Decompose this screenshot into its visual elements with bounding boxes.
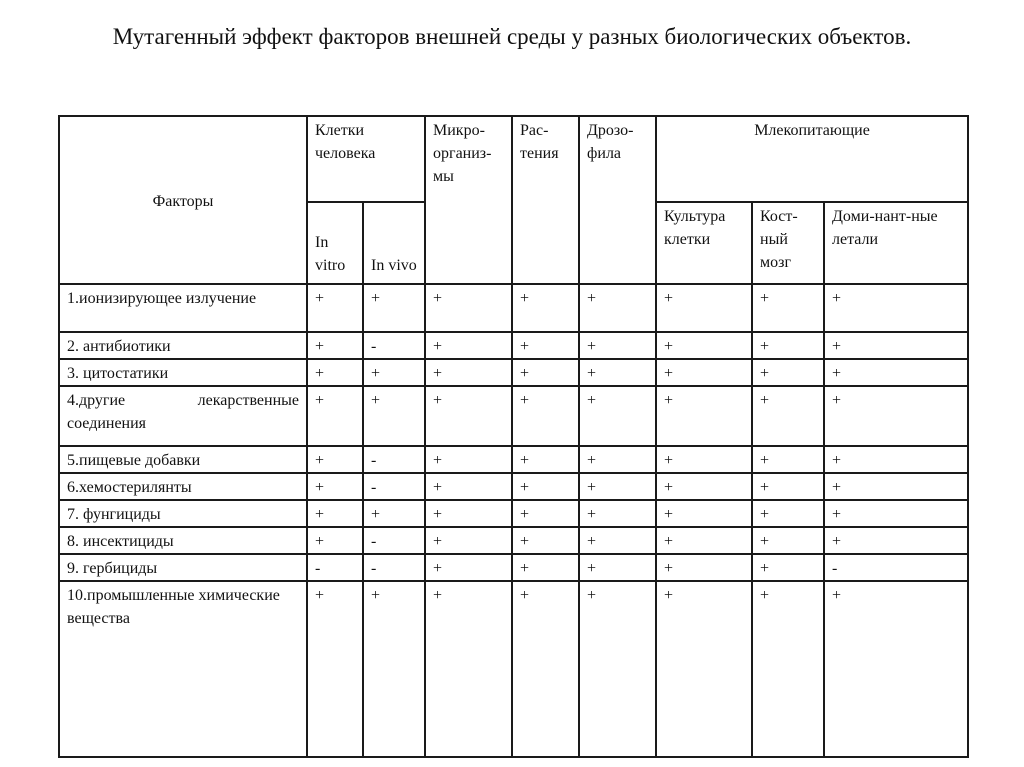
effect-cell: + (656, 284, 752, 332)
effect-cell: + (579, 332, 656, 359)
factor-cell: 2. антибиотики (59, 332, 307, 359)
effect-cell: + (752, 554, 824, 581)
effect-cell: + (824, 386, 968, 446)
effect-cell: + (307, 500, 363, 527)
effect-cell: + (579, 446, 656, 473)
header-in-vitro (307, 202, 363, 284)
effect-cell: + (579, 500, 656, 527)
effect-cell: + (363, 386, 425, 446)
effect-cell: + (512, 446, 579, 473)
effect-cell: - (363, 446, 425, 473)
header-factors: Факторы (59, 116, 307, 284)
header-human-cells: Клетки человека (307, 116, 425, 202)
effect-cell: + (656, 473, 752, 500)
effect-cell: + (425, 359, 512, 386)
effect-cell: + (363, 359, 425, 386)
effect-cell: + (656, 581, 752, 757)
effect-cell: + (824, 332, 968, 359)
header-bone-marrow: Кост-ный мозг (752, 202, 824, 284)
effect-cell: + (824, 500, 968, 527)
table-row (59, 359, 968, 386)
effect-cell: + (752, 581, 824, 757)
header-in-vivo (363, 202, 425, 284)
effect-cell: + (425, 581, 512, 757)
header-cell-culture: Культура клетки (656, 202, 752, 284)
table-row (59, 554, 968, 581)
effect-cell: + (824, 284, 968, 332)
effect-cell: + (425, 554, 512, 581)
header-mammals: Млекопитающие (656, 116, 968, 202)
effect-cell: + (363, 500, 425, 527)
effect-cell: + (512, 554, 579, 581)
effect-cell: - (363, 527, 425, 554)
effect-cell: + (307, 446, 363, 473)
effect-cell: + (307, 581, 363, 757)
effect-cell: + (512, 581, 579, 757)
effect-cell: + (425, 500, 512, 527)
effect-cell: + (752, 284, 824, 332)
table-row (59, 527, 968, 554)
effect-cell: + (363, 284, 425, 332)
effect-cell: + (512, 500, 579, 527)
effect-cell: - (363, 332, 425, 359)
effect-cell: + (579, 527, 656, 554)
effect-cell: + (425, 332, 512, 359)
effect-cell: + (824, 446, 968, 473)
effect-cell: + (425, 527, 512, 554)
effect-cell: + (752, 527, 824, 554)
factor-cell: 1.ионизирующее излучение (59, 284, 307, 332)
table-row (59, 284, 968, 332)
header-plants: Рас-тения (512, 116, 579, 284)
page-title: Мутагенный эффект факторов внешней среды у разных биологических объектов. (112, 24, 912, 49)
factor-cell: 4.другие лекарственные соединения (59, 386, 307, 446)
effect-cell: + (512, 386, 579, 446)
header-in-vitro-text: In vitro (315, 234, 346, 274)
effect-cell: + (307, 527, 363, 554)
effect-cell: + (656, 446, 752, 473)
effect-cell: + (656, 386, 752, 446)
effect-cell: + (824, 359, 968, 386)
effect-cell: + (752, 386, 824, 446)
effect-cell: + (307, 386, 363, 446)
factor-cell: 7. фунгициды (59, 500, 307, 527)
table-row (59, 386, 968, 446)
factor-cell: 3. цитостатики (59, 359, 307, 386)
factor-cell: 6.хемостерилянты (59, 473, 307, 500)
factor-cell: 10.промышленные химические вещества (59, 581, 307, 757)
effect-cell: + (307, 359, 363, 386)
effect-cell: + (752, 500, 824, 527)
effect-cell: - (307, 554, 363, 581)
table-row (59, 500, 968, 527)
effect-cell: + (656, 527, 752, 554)
effect-cell: + (425, 284, 512, 332)
factor-cell: 8. инсектициды (59, 527, 307, 554)
effect-cell: + (363, 581, 425, 757)
effect-cell: + (579, 473, 656, 500)
header-microorganisms: Микро-организ-мы (425, 116, 512, 284)
effect-cell: + (824, 527, 968, 554)
effect-cell: + (307, 473, 363, 500)
effect-cell: + (512, 332, 579, 359)
effect-cell: - (363, 554, 425, 581)
effect-cell: + (512, 359, 579, 386)
effect-cell: + (512, 527, 579, 554)
effect-cell: - (824, 554, 968, 581)
effect-cell: + (512, 284, 579, 332)
effect-cell: + (656, 500, 752, 527)
effect-cell: + (656, 332, 752, 359)
effect-cell: + (307, 284, 363, 332)
table-row (59, 581, 968, 757)
factor-cell: 9. гербициды (59, 554, 307, 581)
header-dominant-lethals: Доми-нант-ные летали (824, 202, 968, 284)
effect-cell: + (579, 359, 656, 386)
table-row (59, 446, 968, 473)
header-in-vivo-text: In vivo (371, 257, 417, 274)
effect-cell: + (425, 386, 512, 446)
table-row (59, 473, 968, 500)
effect-cell: - (363, 473, 425, 500)
effect-cell: + (579, 386, 656, 446)
effect-cell: + (656, 554, 752, 581)
effect-cell: + (579, 554, 656, 581)
effect-cell: + (425, 446, 512, 473)
header-drosophila: Дрозо-фила (579, 116, 656, 284)
effect-cell: + (752, 473, 824, 500)
effect-cell: + (752, 446, 824, 473)
effect-cell: + (752, 332, 824, 359)
table-row (59, 332, 968, 359)
effect-cell: + (824, 473, 968, 500)
effect-cell: + (824, 581, 968, 757)
effect-cell: + (425, 473, 512, 500)
effect-cell: + (579, 581, 656, 757)
effect-cell: + (307, 332, 363, 359)
effect-cell: + (656, 359, 752, 386)
effect-cell: + (579, 284, 656, 332)
mutagenic-effect-table (58, 115, 969, 758)
effect-cell: + (752, 359, 824, 386)
factor-cell: 5.пищевые добавки (59, 446, 307, 473)
effect-cell: + (512, 473, 579, 500)
